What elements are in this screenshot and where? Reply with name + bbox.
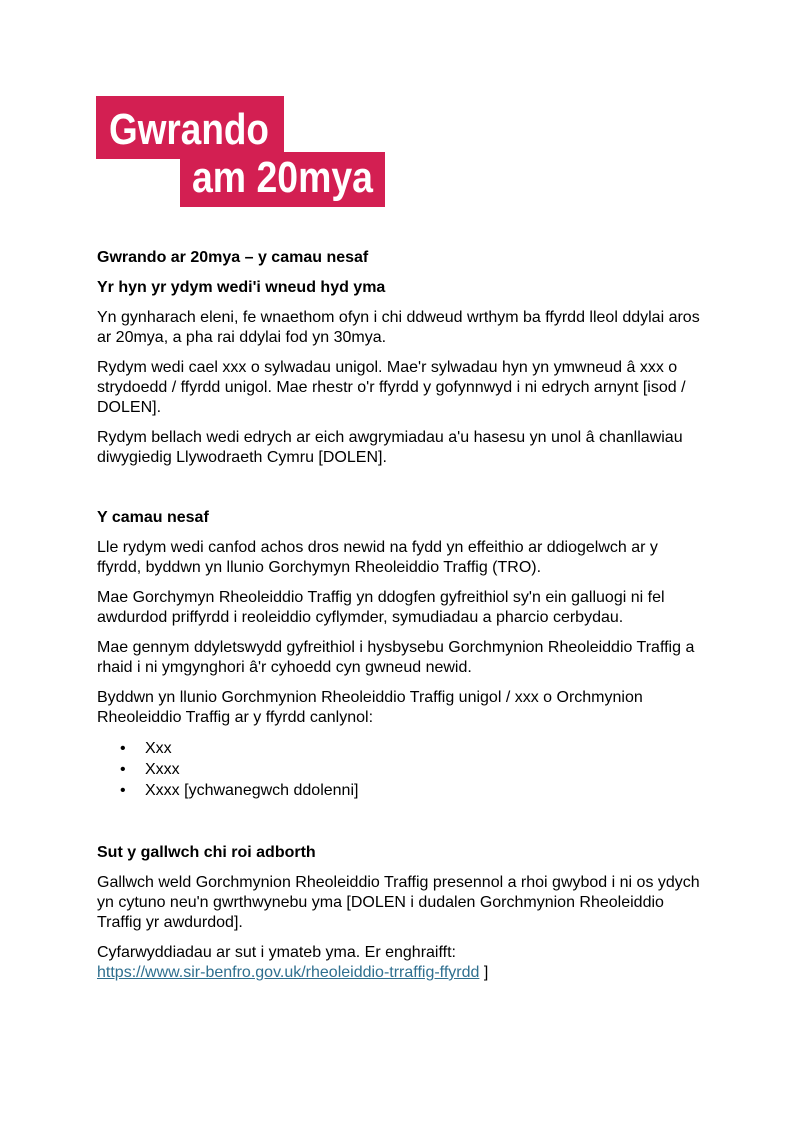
bullet-icon: • — [120, 740, 126, 757]
section-heading-next-steps: Y camau nesaf — [97, 509, 209, 526]
document-body — [97, 248, 702, 993]
document-title: Gwrando ar 20mya – y camau nesaf — [97, 249, 369, 266]
list-item-text: Xxxx — [145, 761, 180, 778]
paragraph: Yn gynharach eleni, fe wnaethom ofyn i chi ddweud wrthym ba ffyrdd lleol ddylai aros ar 20mya, a pha rai ddylai fod yn 30mya. — [97, 309, 700, 346]
paragraph: Mae gennym ddyletswydd gyfreithiol i hysbysebu Gorchmynion Rheoleiddio Traffig a rhaid i ni ymgynghori â'r cyhoedd cyn gwneud newid. — [97, 639, 695, 676]
logo-line-2: am 20mya — [192, 153, 374, 202]
paragraph-instructions — [97, 943, 702, 983]
gwrando-logo — [96, 96, 386, 208]
bullet-icon: • — [120, 761, 126, 778]
list-item — [97, 759, 702, 780]
list-item — [97, 780, 702, 801]
list-item — [97, 738, 702, 759]
paragraph: Rydym bellach wedi edrych ar eich awgrymiadau a'u hasesu yn unol â chanllawiau diwygiedig Llywodraeth Cymru [DOLEN]. — [97, 429, 683, 466]
section-heading-feedback: Sut y gallwch chi roi adborth — [97, 844, 316, 861]
link-suffix: ] — [479, 964, 489, 981]
roads-list — [97, 738, 702, 801]
paragraph: Gallwch weld Gorchmynion Rheoleiddio Traffig presennol a rhoi gwybod i ni os ydych yn cytuno neu'n gwrthwynebu yma [DOLEN i dudalen Gorchmynion Rheoleiddio Traffig yr awdurdod]. — [97, 874, 700, 931]
list-item-text: Xxxx [ychwanegwch ddolenni] — [145, 782, 359, 799]
paragraph: Mae Gorchymyn Rheoleiddio Traffig yn ddogfen gyfreithiol sy'n ein galluogi ni fel awdurdod priffyrdd i reoleiddio cyflymder, symudiadau a pharcio cerbydau. — [97, 589, 665, 626]
section-heading-progress: Yr hyn yr ydym wedi'i wneud hyd yma — [97, 279, 386, 296]
paragraph: Lle rydym wedi canfod achos dros newid na fydd yn effeithio ar ddiogelwch ar y ffyrdd, byddwn yn llunio Gorchymyn Rheoleiddio Traffig (TRO). — [97, 539, 658, 576]
instructions-text: Cyfarwyddiadau ar sut i ymateb yma. Er enghraifft: — [97, 944, 456, 961]
council-website-link[interactable]: https://www.sir-benfro.gov.uk/rheoleiddio-trraffig-ffyrdd — [97, 964, 480, 981]
paragraph: Byddwn yn llunio Gorchmynion Rheoleiddio Traffig unigol / xxx o Orchmynion Rheoleiddio Traffig ar y ffyrdd canlynol: — [97, 689, 643, 726]
list-item-text: Xxx — [145, 740, 172, 757]
paragraph: Rydym wedi cael xxx o sylwadau unigol. Mae'r sylwadau hyn yn ymwneud â xxx o strydoedd / ffyrdd unigol. Mae rhestr o'r ffyrdd y gofynnwyd i ni edrych arnynt [isod / DOLEN]. — [97, 359, 686, 416]
logo-line-1: Gwrando — [109, 105, 269, 154]
bullet-icon: • — [120, 782, 126, 799]
